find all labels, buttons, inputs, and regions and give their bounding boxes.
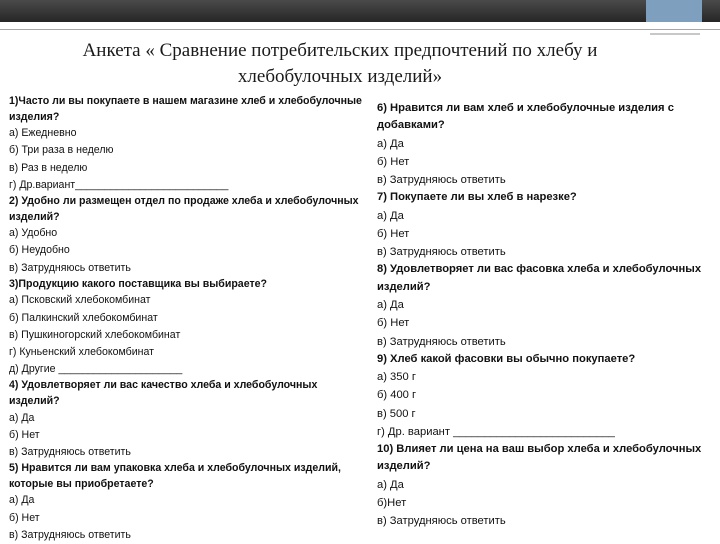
question-9: 9) Хлеб какой фасовки вы обычно покупаете? — [377, 352, 636, 365]
question-7-option-b: б) Нет — [377, 228, 410, 241]
question-7-option-a: а) Да — [377, 209, 404, 222]
question-8-option-b: б) Нет — [377, 317, 410, 330]
question-1-option-a: а) Ежедневно — [9, 127, 77, 140]
slide-header-bar — [0, 0, 720, 22]
question-9-option-b: б) 400 г — [377, 389, 417, 402]
question-6-option-a: а) Да — [377, 137, 404, 150]
questionnaire-left-column — [9, 94, 364, 544]
header-divider-accent — [650, 33, 700, 35]
question-9-option-c: в) 500 г — [377, 407, 416, 420]
question-5-option-a: а) Да — [9, 494, 35, 507]
slide-title-line-2: хлебобулочных изделий» — [237, 66, 443, 87]
question-5-option-c: в) Затрудняюсь ответить — [9, 528, 131, 541]
question-1: 1)Часто ли вы покупаете в нашем магазине хлеб и хлебобулочные изделия? — [9, 95, 362, 123]
question-3-option-b: б) Палкинский хлебокомбинат — [9, 311, 158, 324]
question-3-option-a: а) Псковский хлебокомбинат — [9, 294, 151, 307]
question-3-option-c: в) Пушкиногорский хлебокомбинат — [9, 328, 181, 341]
question-2-option-c: в) Затрудняюсь ответить — [9, 261, 131, 274]
question-3: 3)Продукцию какого поставщика вы выбираете? — [9, 277, 267, 290]
question-2: 2) Удобно ли размещен отдел по продаже хлеба и хлебобулочных изделий? — [9, 195, 359, 223]
question-7-option-c: в) Затрудняюсь ответить — [377, 246, 506, 259]
questionnaire-right-column — [377, 100, 715, 531]
question-9-option-a: а) 350 г — [377, 371, 416, 384]
question-2-option-b: б) Неудобно — [9, 244, 70, 257]
question-6-option-c: в) Затрудняюсь ответить — [377, 174, 506, 187]
question-5-option-b: б) Нет — [9, 511, 40, 524]
header-accent-block — [646, 0, 702, 22]
question-8-option-c: в) Затрудняюсь ответить — [377, 335, 506, 348]
question-10-option-a: а) Да — [377, 478, 404, 491]
question-1-option-c: в) Раз в неделю — [9, 161, 88, 174]
question-7: 7) Покупаете ли вы хлеб в нарезке? — [377, 191, 577, 204]
header-divider-line — [0, 29, 720, 30]
question-2-option-a: а) Удобно — [9, 227, 58, 240]
question-4-option-b: б) Нет — [9, 428, 40, 441]
question-6: 6) Нравится ли вам хлеб и хлебобулочные изделия с добавками? — [377, 102, 674, 132]
question-4-option-c: в) Затрудняюсь ответить — [9, 446, 131, 458]
question-10: 10) Влияет ли цена на ваш выбор хлеба и хлебобулочных изделий? — [377, 443, 702, 473]
question-3-option-e: д) Другие _____________________ — [9, 363, 183, 376]
question-1-option-b: б) Три раза в неделю — [9, 144, 114, 157]
question-10-option-b: б)Нет — [377, 497, 407, 510]
question-5: 5) Нравится ли вам упаковка хлеба и хлебобулочных изделий, которые вы приобретаете? — [9, 462, 341, 490]
slide-title — [40, 38, 640, 90]
slide-title-line-1: Анкета « Сравнение потребительских предпочтений по хлебу и — [82, 40, 598, 61]
question-4: 4) Удовлетворяет ли вас качество хлеба и хлебобулочных изделий? — [9, 379, 318, 407]
question-8: 8) Удовлетворяет ли вас фасовка хлеба и хлебобулочных изделий? — [377, 263, 702, 293]
question-1-option-d: г) Др.вариант__________________________ — [9, 178, 229, 191]
question-10-option-c: в) Затрудняюсь ответить — [377, 515, 506, 528]
question-4-option-a: а) Да — [9, 411, 35, 424]
question-8-option-a: а) Да — [377, 299, 404, 312]
question-9-option-d: г) Др. вариант __________________________ — [377, 425, 615, 438]
question-6-option-b: б) Нет — [377, 156, 410, 169]
question-3-option-d: г) Куньенский хлебокомбинат — [9, 346, 154, 358]
